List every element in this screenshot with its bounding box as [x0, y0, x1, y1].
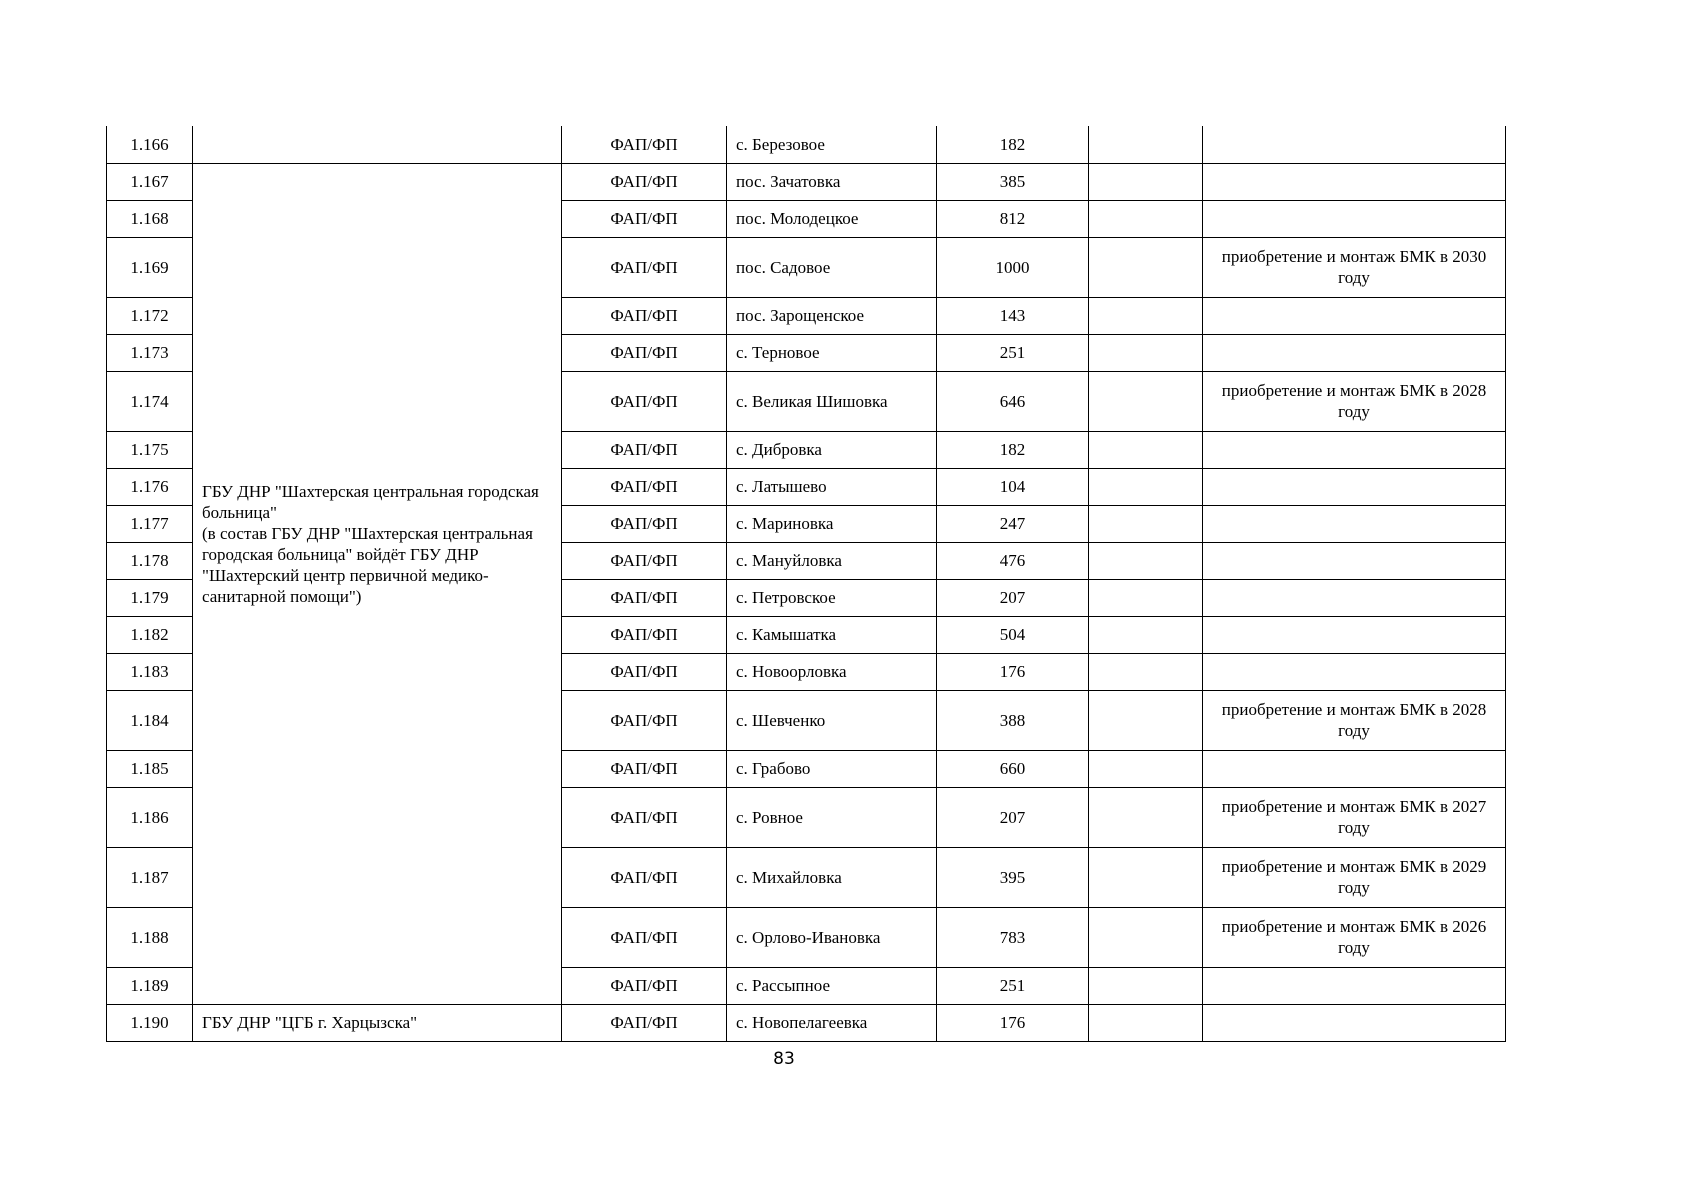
facility-type-cell: ФАП/ФП — [562, 750, 727, 787]
table-row — [107, 126, 1506, 163]
facility-type-cell: ФАП/ФП — [562, 542, 727, 579]
settlement-cell: с. Мариновка — [727, 505, 937, 542]
note-cell — [1203, 1004, 1506, 1041]
population-cell: 783 — [937, 907, 1089, 967]
empty-cell — [1089, 431, 1203, 468]
settlement-cell: с. Терновое — [727, 334, 937, 371]
row-number-cell: 1.169 — [107, 237, 193, 297]
facility-type-cell: ФАП/ФП — [562, 690, 727, 750]
note-cell: приобретение и монтаж БМК в 2026 году — [1203, 907, 1506, 967]
population-cell: 1000 — [937, 237, 1089, 297]
settlement-cell: с. Березовое — [727, 126, 937, 163]
row-number-cell: 1.176 — [107, 468, 193, 505]
empty-cell — [1089, 297, 1203, 334]
population-cell: 182 — [937, 431, 1089, 468]
population-cell: 207 — [937, 787, 1089, 847]
facility-type-cell: ФАП/ФП — [562, 1004, 727, 1041]
note-cell — [1203, 616, 1506, 653]
empty-cell — [1089, 237, 1203, 297]
facility-type-cell: ФАП/ФП — [562, 163, 727, 200]
settlement-cell: с. Рассыпное — [727, 967, 937, 1004]
table-row — [107, 163, 1506, 200]
empty-cell — [1089, 163, 1203, 200]
empty-cell — [1089, 542, 1203, 579]
row-number-cell: 1.182 — [107, 616, 193, 653]
empty-cell — [1089, 847, 1203, 907]
note-cell — [1203, 542, 1506, 579]
empty-cell — [1089, 616, 1203, 653]
facility-type-cell: ФАП/ФП — [562, 334, 727, 371]
settlement-cell: с. Михайловка — [727, 847, 937, 907]
facility-type-cell: ФАП/ФП — [562, 468, 727, 505]
note-cell — [1203, 579, 1506, 616]
row-number-cell: 1.187 — [107, 847, 193, 907]
note-cell — [1203, 505, 1506, 542]
facility-type-cell: ФАП/ФП — [562, 505, 727, 542]
note-cell: приобретение и монтаж БМК в 2028 году — [1203, 690, 1506, 750]
row-number-cell: 1.188 — [107, 907, 193, 967]
settlement-cell: пос. Зарощенское — [727, 297, 937, 334]
row-number-cell: 1.190 — [107, 1004, 193, 1041]
population-cell: 176 — [937, 653, 1089, 690]
facility-type-cell: ФАП/ФП — [562, 431, 727, 468]
settlement-cell: с. Камышатка — [727, 616, 937, 653]
facility-type-cell: ФАП/ФП — [562, 653, 727, 690]
organization-cell — [193, 126, 562, 163]
row-number-cell: 1.183 — [107, 653, 193, 690]
empty-cell — [1089, 690, 1203, 750]
note-cell — [1203, 126, 1506, 163]
facility-type-cell: ФАП/ФП — [562, 297, 727, 334]
note-cell — [1203, 334, 1506, 371]
row-number-cell: 1.173 — [107, 334, 193, 371]
row-number-cell: 1.184 — [107, 690, 193, 750]
facility-type-cell: ФАП/ФП — [562, 200, 727, 237]
population-cell: 646 — [937, 371, 1089, 431]
empty-cell — [1089, 200, 1203, 237]
empty-cell — [1089, 907, 1203, 967]
note-cell — [1203, 163, 1506, 200]
row-number-cell: 1.172 — [107, 297, 193, 334]
settlement-cell: с. Ровное — [727, 787, 937, 847]
note-cell: приобретение и монтаж БМК в 2030 году — [1203, 237, 1506, 297]
row-number-cell: 1.179 — [107, 579, 193, 616]
facility-type-cell: ФАП/ФП — [562, 847, 727, 907]
note-cell — [1203, 967, 1506, 1004]
settlement-cell: с. Петровское — [727, 579, 937, 616]
row-number-cell: 1.177 — [107, 505, 193, 542]
organization-cell: ГБУ ДНР "ЦГБ г. Харцызска" — [193, 1004, 562, 1041]
empty-cell — [1089, 579, 1203, 616]
facility-type-cell: ФАП/ФП — [562, 907, 727, 967]
row-number-cell: 1.186 — [107, 787, 193, 847]
population-cell: 476 — [937, 542, 1089, 579]
settlement-cell: с. Новопелагеевка — [727, 1004, 937, 1041]
note-cell: приобретение и монтаж БМК в 2029 году — [1203, 847, 1506, 907]
empty-cell — [1089, 1004, 1203, 1041]
empty-cell — [1089, 750, 1203, 787]
empty-cell — [1089, 505, 1203, 542]
population-cell: 251 — [937, 334, 1089, 371]
settlement-cell: с. Орлово-Ивановка — [727, 907, 937, 967]
settlement-cell: пос. Молодецкое — [727, 200, 937, 237]
document-table — [106, 126, 1506, 1042]
empty-cell — [1089, 371, 1203, 431]
settlement-cell: с. Дибровка — [727, 431, 937, 468]
table-row — [107, 1004, 1506, 1041]
empty-cell — [1089, 126, 1203, 163]
row-number-cell: 1.167 — [107, 163, 193, 200]
note-cell — [1203, 468, 1506, 505]
settlement-cell: пос. Зачатовка — [727, 163, 937, 200]
page-number: 83 — [773, 1049, 795, 1069]
row-number-cell: 1.166 — [107, 126, 193, 163]
population-cell: 104 — [937, 468, 1089, 505]
settlement-cell: с. Мануйловка — [727, 542, 937, 579]
facility-type-cell: ФАП/ФП — [562, 126, 727, 163]
population-cell: 385 — [937, 163, 1089, 200]
note-cell — [1203, 750, 1506, 787]
facility-type-cell: ФАП/ФП — [562, 967, 727, 1004]
row-number-cell: 1.174 — [107, 371, 193, 431]
facility-type-cell: ФАП/ФП — [562, 787, 727, 847]
population-cell: 812 — [937, 200, 1089, 237]
population-cell: 251 — [937, 967, 1089, 1004]
facility-type-cell: ФАП/ФП — [562, 616, 727, 653]
row-number-cell: 1.189 — [107, 967, 193, 1004]
population-cell: 247 — [937, 505, 1089, 542]
organization-cell: ГБУ ДНР "Шахтерская центральная городская больница" (в состав ГБУ ДНР "Шахтерская центральная городская больница" войдёт ГБУ ДНР "Шахтерский центр первичной медико-санитарной помощи") — [193, 163, 562, 1004]
note-cell — [1203, 431, 1506, 468]
row-number-cell: 1.168 — [107, 200, 193, 237]
settlement-cell: с. Новоорловка — [727, 653, 937, 690]
population-cell: 395 — [937, 847, 1089, 907]
note-cell — [1203, 297, 1506, 334]
table-body — [107, 126, 1506, 1041]
settlement-cell: с. Латышево — [727, 468, 937, 505]
row-number-cell: 1.175 — [107, 431, 193, 468]
facility-type-cell: ФАП/ФП — [562, 237, 727, 297]
empty-cell — [1089, 653, 1203, 690]
settlement-cell: с. Шевченко — [727, 690, 937, 750]
facility-type-cell: ФАП/ФП — [562, 579, 727, 616]
population-cell: 388 — [937, 690, 1089, 750]
population-cell: 143 — [937, 297, 1089, 334]
empty-cell — [1089, 967, 1203, 1004]
population-cell: 504 — [937, 616, 1089, 653]
note-cell — [1203, 200, 1506, 237]
population-cell: 176 — [937, 1004, 1089, 1041]
empty-cell — [1089, 787, 1203, 847]
population-cell: 660 — [937, 750, 1089, 787]
row-number-cell: 1.185 — [107, 750, 193, 787]
population-cell: 207 — [937, 579, 1089, 616]
note-cell — [1203, 653, 1506, 690]
empty-cell — [1089, 468, 1203, 505]
empty-cell — [1089, 334, 1203, 371]
population-cell: 182 — [937, 126, 1089, 163]
row-number-cell: 1.178 — [107, 542, 193, 579]
facility-type-cell: ФАП/ФП — [562, 371, 727, 431]
settlement-cell: пос. Садовое — [727, 237, 937, 297]
settlement-cell: с. Великая Шишовка — [727, 371, 937, 431]
note-cell: приобретение и монтаж БМК в 2027 году — [1203, 787, 1506, 847]
settlement-cell: с. Грабово — [727, 750, 937, 787]
note-cell: приобретение и монтаж БМК в 2028 году — [1203, 371, 1506, 431]
